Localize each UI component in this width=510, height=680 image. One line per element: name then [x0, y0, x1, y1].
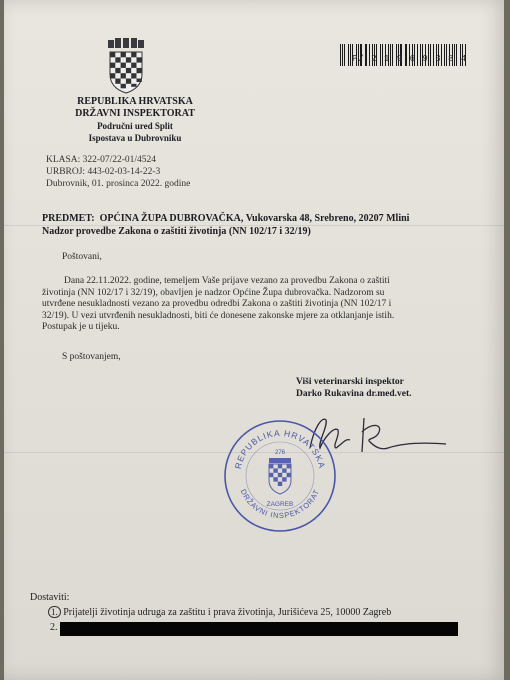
distribution-item	[48, 606, 391, 618]
barcode-bar	[348, 44, 349, 66]
stamp-text-top: REPUBLIKA HRVATSKA	[232, 427, 328, 470]
header-office: Područni ured Split	[97, 121, 173, 131]
subject-label: PREDMET:	[42, 213, 95, 224]
body-paragraph	[42, 276, 472, 334]
greeting: Poštovani,	[62, 252, 102, 262]
item-number: 2.	[50, 622, 58, 633]
stamp-text-bottom: DRŽAVNI INSPEKTORAT	[238, 487, 322, 521]
header-country: REPUBLIKA HRVATSKA	[77, 96, 193, 107]
subject-line2: Nadzor provedbe Zakona o zaštiti životinja (NN 102/17 i 32/19)	[42, 226, 311, 237]
signatory-name: Darko Rukavina dr.med.vet.	[296, 389, 412, 399]
urbroj: URBROJ: 443-02-03-14-22-3	[46, 167, 161, 177]
stamp-city: ZAGREB	[266, 501, 294, 508]
paragraph-line: Postupak je u tijeku.	[42, 322, 120, 332]
paragraph-line: 32/19). U vezi utvrđenih nesukladnosti, biti će donesene zakonske mjere za otklanjanje istih.	[42, 310, 395, 321]
subject-line1: OPĆINA ŽUPA DUBROVAČKA, Vukovarska 48, Srebreno, 20207 Mlini	[99, 213, 410, 224]
item-text: Prijatelji životinja udruga za zaštitu i prava životinja, Jurišićeva 25, 10000 Zagreb	[63, 607, 392, 618]
item-number: 1.	[48, 606, 61, 618]
stamp-number: 276	[274, 450, 286, 456]
paragraph-line: životinja (NN 102/17 i 32/19), obavljen je nadzor Općine Župa dubrovačka. Nadzorom su	[42, 287, 385, 298]
distribution-label: Dostaviti:	[30, 592, 70, 603]
signatory-block	[296, 376, 412, 400]
document-meta	[46, 154, 190, 190]
header-branch: Ispostava u Dubrovniku	[88, 133, 182, 143]
signatory-title: Viši veterinarski inspektor	[296, 377, 404, 387]
paragraph-line: utvrđene nesukladnosti vezano za provedbu odredbi Zakona o zaštiti životinja (NN 102/17 i	[42, 299, 392, 309]
official-stamp	[222, 418, 338, 534]
closing: S poštovanjem,	[62, 352, 121, 362]
barcode-bar	[340, 44, 341, 66]
subject	[42, 212, 462, 238]
klasa: KLASA: 322-07/22-01/4524	[46, 155, 157, 165]
header-agency: DRŽAVNI INSPEKTORAT	[75, 108, 195, 119]
barcode-number: P/ 2 1 9 6 9 3 8 4	[352, 54, 468, 64]
issuer-header	[60, 96, 210, 144]
coat-of-arms-icon	[106, 38, 146, 94]
redaction-bar	[60, 622, 458, 636]
paragraph-line: Dana 22.11.2022. godine, temeljem Vaše prijave vezano za provedbu Zakona o zaštiti	[64, 276, 390, 286]
place-date: Dubrovnik, 01. prosinca 2022. godine	[46, 179, 191, 189]
